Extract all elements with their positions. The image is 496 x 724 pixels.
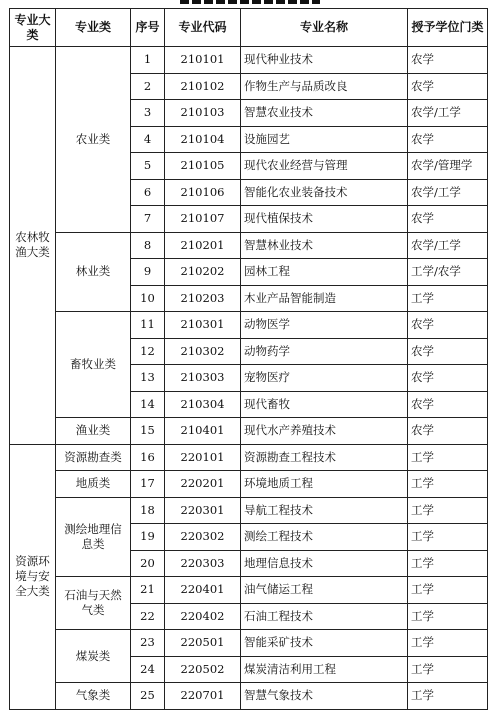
seq-cell: 9 (131, 259, 165, 286)
code-cell: 220402 (165, 603, 241, 630)
header-row (10, 9, 488, 47)
seq-cell: 15 (131, 418, 165, 445)
seq-cell: 25 (131, 683, 165, 710)
seq-cell: 2 (131, 73, 165, 100)
major-class-cell: 畜牧业类 (56, 312, 131, 418)
code-cell: 220201 (165, 471, 241, 498)
major-class-cell: 地质类 (56, 471, 131, 498)
code-cell: 210301 (165, 312, 241, 339)
seq-cell: 12 (131, 338, 165, 365)
seq-cell: 18 (131, 497, 165, 524)
degree-cell: 工学 (408, 603, 488, 630)
seq-cell: 16 (131, 444, 165, 471)
degree-cell: 农学 (408, 312, 488, 339)
code-cell: 210303 (165, 365, 241, 392)
degree-cell: 工学 (408, 471, 488, 498)
table-row (10, 418, 488, 445)
seq-cell: 21 (131, 577, 165, 604)
table-row (10, 232, 488, 259)
code-cell: 220401 (165, 577, 241, 604)
seq-cell: 8 (131, 232, 165, 259)
major-class-cell: 石油与天然气类 (56, 577, 131, 630)
seq-cell: 6 (131, 179, 165, 206)
major-class-cell: 农业类 (56, 47, 131, 233)
cropped-heading-fragment (0, 0, 496, 8)
major-class-cell: 资源勘查类 (56, 444, 131, 471)
major-category-cell: 资源环境与安全大类 (10, 444, 56, 709)
table-row (10, 312, 488, 339)
code-cell: 210107 (165, 206, 241, 233)
major-name-cell: 智能采矿技术 (241, 630, 408, 657)
header-major-class: 专业类 (56, 9, 131, 47)
major-name-cell: 导航工程技术 (241, 497, 408, 524)
major-name-cell: 现代水产养殖技术 (241, 418, 408, 445)
major-name-cell: 园林工程 (241, 259, 408, 286)
major-name-cell: 现代农业经营与管理 (241, 153, 408, 180)
major-name-cell: 作物生产与品质改良 (241, 73, 408, 100)
code-cell: 210203 (165, 285, 241, 312)
code-cell: 220301 (165, 497, 241, 524)
code-cell: 210105 (165, 153, 241, 180)
seq-cell: 4 (131, 126, 165, 153)
major-class-cell: 煤炭类 (56, 630, 131, 683)
seq-cell: 17 (131, 471, 165, 498)
major-name-cell: 现代畜牧 (241, 391, 408, 418)
header-major-name: 专业名称 (241, 9, 408, 47)
degree-cell: 农学 (408, 365, 488, 392)
code-cell: 210103 (165, 100, 241, 127)
major-name-cell: 智慧林业技术 (241, 232, 408, 259)
seq-cell: 24 (131, 656, 165, 683)
code-cell: 210102 (165, 73, 241, 100)
seq-cell: 13 (131, 365, 165, 392)
major-name-cell: 木业产品智能制造 (241, 285, 408, 312)
degree-cell: 农学/管理学 (408, 153, 488, 180)
code-cell: 210104 (165, 126, 241, 153)
code-cell: 220701 (165, 683, 241, 710)
code-cell: 220303 (165, 550, 241, 577)
table-row (10, 683, 488, 710)
major-name-cell: 现代植保技术 (241, 206, 408, 233)
degree-cell: 工学 (408, 550, 488, 577)
code-cell: 210201 (165, 232, 241, 259)
header-seq: 序号 (131, 9, 165, 47)
degree-cell: 工学 (408, 444, 488, 471)
seq-cell: 10 (131, 285, 165, 312)
seq-cell: 7 (131, 206, 165, 233)
table-row (10, 577, 488, 604)
code-cell: 210401 (165, 418, 241, 445)
degree-cell: 工学 (408, 577, 488, 604)
major-name-cell: 测绘工程技术 (241, 524, 408, 551)
seq-cell: 23 (131, 630, 165, 657)
major-name-cell: 资源勘查工程技术 (241, 444, 408, 471)
table-row (10, 471, 488, 498)
major-class-cell: 测绘地理信息类 (56, 497, 131, 577)
degree-cell: 农学 (408, 418, 488, 445)
seq-cell: 19 (131, 524, 165, 551)
table-row (10, 630, 488, 657)
seq-cell: 1 (131, 47, 165, 74)
degree-cell: 农学 (408, 391, 488, 418)
degree-cell: 工学 (408, 656, 488, 683)
header-degree: 授予学位门类 (408, 9, 488, 47)
major-class-cell: 气象类 (56, 683, 131, 710)
major-class-cell: 渔业类 (56, 418, 131, 445)
degree-cell: 农学/工学 (408, 179, 488, 206)
degree-cell: 工学 (408, 630, 488, 657)
degree-cell: 工学 (408, 683, 488, 710)
degree-cell: 农学 (408, 338, 488, 365)
degree-cell: 农学/工学 (408, 100, 488, 127)
major-name-cell: 环境地质工程 (241, 471, 408, 498)
degree-cell: 工学/农学 (408, 259, 488, 286)
header-major-category: 专业大类 (10, 9, 56, 47)
degree-cell: 工学 (408, 285, 488, 312)
major-name-cell: 宠物医疗 (241, 365, 408, 392)
seq-cell: 20 (131, 550, 165, 577)
degree-cell: 农学 (408, 206, 488, 233)
seq-cell: 22 (131, 603, 165, 630)
code-cell: 210202 (165, 259, 241, 286)
table-row (10, 497, 488, 524)
table-row (10, 444, 488, 471)
code-cell: 220302 (165, 524, 241, 551)
table-row (10, 47, 488, 74)
code-cell: 210304 (165, 391, 241, 418)
code-cell: 220501 (165, 630, 241, 657)
major-name-cell: 现代种业技术 (241, 47, 408, 74)
major-name-cell: 油气储运工程 (241, 577, 408, 604)
code-cell: 220101 (165, 444, 241, 471)
header-code: 专业代码 (165, 9, 241, 47)
degree-cell: 工学 (408, 524, 488, 551)
major-name-cell: 智能化农业装备技术 (241, 179, 408, 206)
seq-cell: 14 (131, 391, 165, 418)
cropped-heading-glyphs (180, 0, 320, 4)
degree-cell: 农学 (408, 126, 488, 153)
major-name-cell: 动物药学 (241, 338, 408, 365)
code-cell: 210101 (165, 47, 241, 74)
major-name-cell: 设施园艺 (241, 126, 408, 153)
code-cell: 210106 (165, 179, 241, 206)
major-name-cell: 地理信息技术 (241, 550, 408, 577)
seq-cell: 3 (131, 100, 165, 127)
major-name-cell: 动物医学 (241, 312, 408, 339)
table-body (10, 47, 488, 710)
major-name-cell: 石油工程技术 (241, 603, 408, 630)
major-name-cell: 煤炭清洁利用工程 (241, 656, 408, 683)
degree-cell: 农学 (408, 47, 488, 74)
seq-cell: 5 (131, 153, 165, 180)
major-catalog-table (9, 8, 488, 710)
degree-cell: 农学 (408, 73, 488, 100)
major-category-cell: 农林牧渔大类 (10, 47, 56, 445)
major-class-cell: 林业类 (56, 232, 131, 312)
degree-cell: 农学/工学 (408, 232, 488, 259)
code-cell: 220502 (165, 656, 241, 683)
table-header (10, 9, 488, 47)
major-name-cell: 智慧气象技术 (241, 683, 408, 710)
major-name-cell: 智慧农业技术 (241, 100, 408, 127)
degree-cell: 工学 (408, 497, 488, 524)
code-cell: 210302 (165, 338, 241, 365)
seq-cell: 11 (131, 312, 165, 339)
